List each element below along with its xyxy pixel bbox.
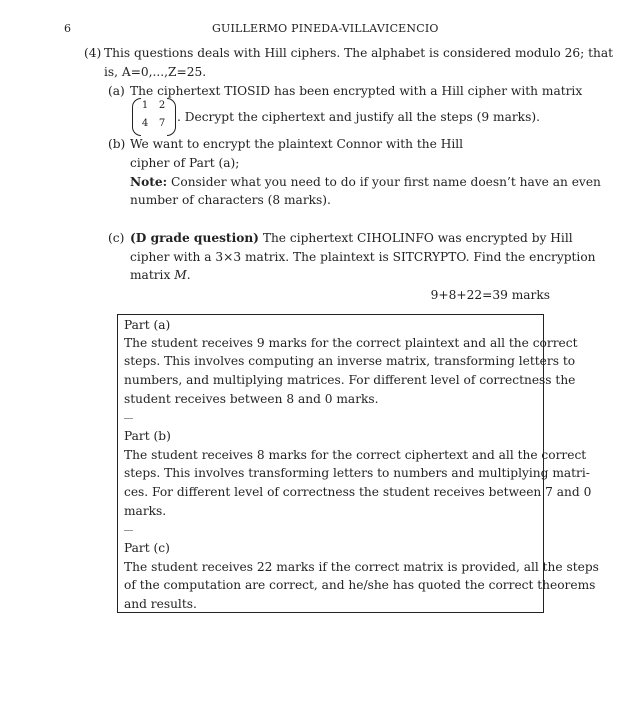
running-header-author: GUILLERMO PINEDA-VILLAVICENCIO — [212, 22, 439, 35]
part-c-line-1 — [130, 229, 573, 247]
part-c-line-3-prefix: matrix — [130, 268, 171, 282]
intro-line-2: is, A=0,...,Z=25. — [104, 65, 207, 79]
marking-c-line-1: The student receives 22 marks if the correct matrix is provided, all the steps — [124, 560, 599, 574]
total-marks: 9+8+22=39 marks — [430, 288, 550, 302]
marking-a-line-1: The student receives 9 marks for the correct plaintext and all the correct — [124, 336, 578, 350]
marking-a-line-3: numbers, and multiplying matrices. For different level of correctness the — [124, 373, 576, 387]
note-label: Note: — [130, 175, 168, 189]
cipher-matrix — [132, 98, 176, 136]
part-c-line-2: cipher with a 3×3 matrix. The plaintext is SITCRYPTO. Find the encryption — [130, 250, 596, 264]
matrix-cell-1-2: 2 — [158, 100, 166, 111]
marking-b-line-2: steps. This involves transforming letters to numbers and multiplying matri- — [124, 466, 590, 480]
matrix-cell-2-2: 7 — [158, 118, 166, 129]
marking-a-line-4: student receives between 8 and 0 marks. — [124, 392, 379, 406]
part-b-line-1: We want to encrypt the plaintext Connor with the Hill — [130, 137, 464, 151]
intro-line-1: This questions deals with Hill ciphers. The alphabet is considered modulo 26; that — [104, 46, 614, 60]
part-b-line-2: cipher of Part (a); — [130, 156, 240, 170]
part-c-label: (c) — [108, 231, 125, 245]
part-c-line-1-rest: The ciphertext CIHOLINFO was encrypted by Hill — [262, 231, 573, 245]
separator-b — [124, 530, 133, 531]
d-grade-label: (D grade question) — [130, 231, 259, 245]
part-b-note-line-2: number of characters (8 marks). — [130, 193, 331, 207]
marking-a-title: Part (a) — [124, 318, 171, 332]
marking-c-title: Part (c) — [124, 541, 170, 555]
note-line-1: Consider what you need to do if your first name doesn’t have an even — [171, 175, 601, 189]
part-a-line-2: . Decrypt the ciphertext and justify all the steps (9 marks). — [177, 110, 540, 124]
part-c-line-3-suffix: . — [186, 268, 191, 282]
marking-b-title: Part (b) — [124, 429, 171, 443]
part-c-line-3 — [130, 266, 191, 284]
matrix-right-paren — [167, 98, 176, 136]
marking-a-line-2: steps. This involves computing an inverse matrix, transforming letters to — [124, 354, 576, 368]
matrix-cell-2-1: 4 — [141, 118, 149, 129]
matrix-cell-1-1: 1 — [141, 100, 149, 111]
part-b-note — [130, 173, 601, 191]
page-number: 6 — [64, 22, 72, 35]
part-a-line-1: The ciphertext TIOSID has been encrypted with a Hill cipher with matrix — [130, 84, 583, 98]
separator-a — [124, 418, 133, 419]
part-b-label: (b) — [108, 137, 126, 151]
marking-b-line-4: marks. — [124, 504, 167, 518]
marking-c-line-2: of the computation are correct, and he/she has quoted the correct theorems — [124, 578, 596, 592]
marking-b-line-1: The student receives 8 marks for the correct ciphertext and all the correct — [124, 448, 587, 462]
marking-c-line-3: and results. — [124, 597, 197, 611]
marking-b-line-3: ces. For different level of correctness the student receives between 7 and 0 — [124, 485, 592, 499]
question-number: (4) — [84, 46, 102, 60]
part-a-label: (a) — [108, 84, 125, 98]
matrix-variable: M — [174, 268, 187, 282]
